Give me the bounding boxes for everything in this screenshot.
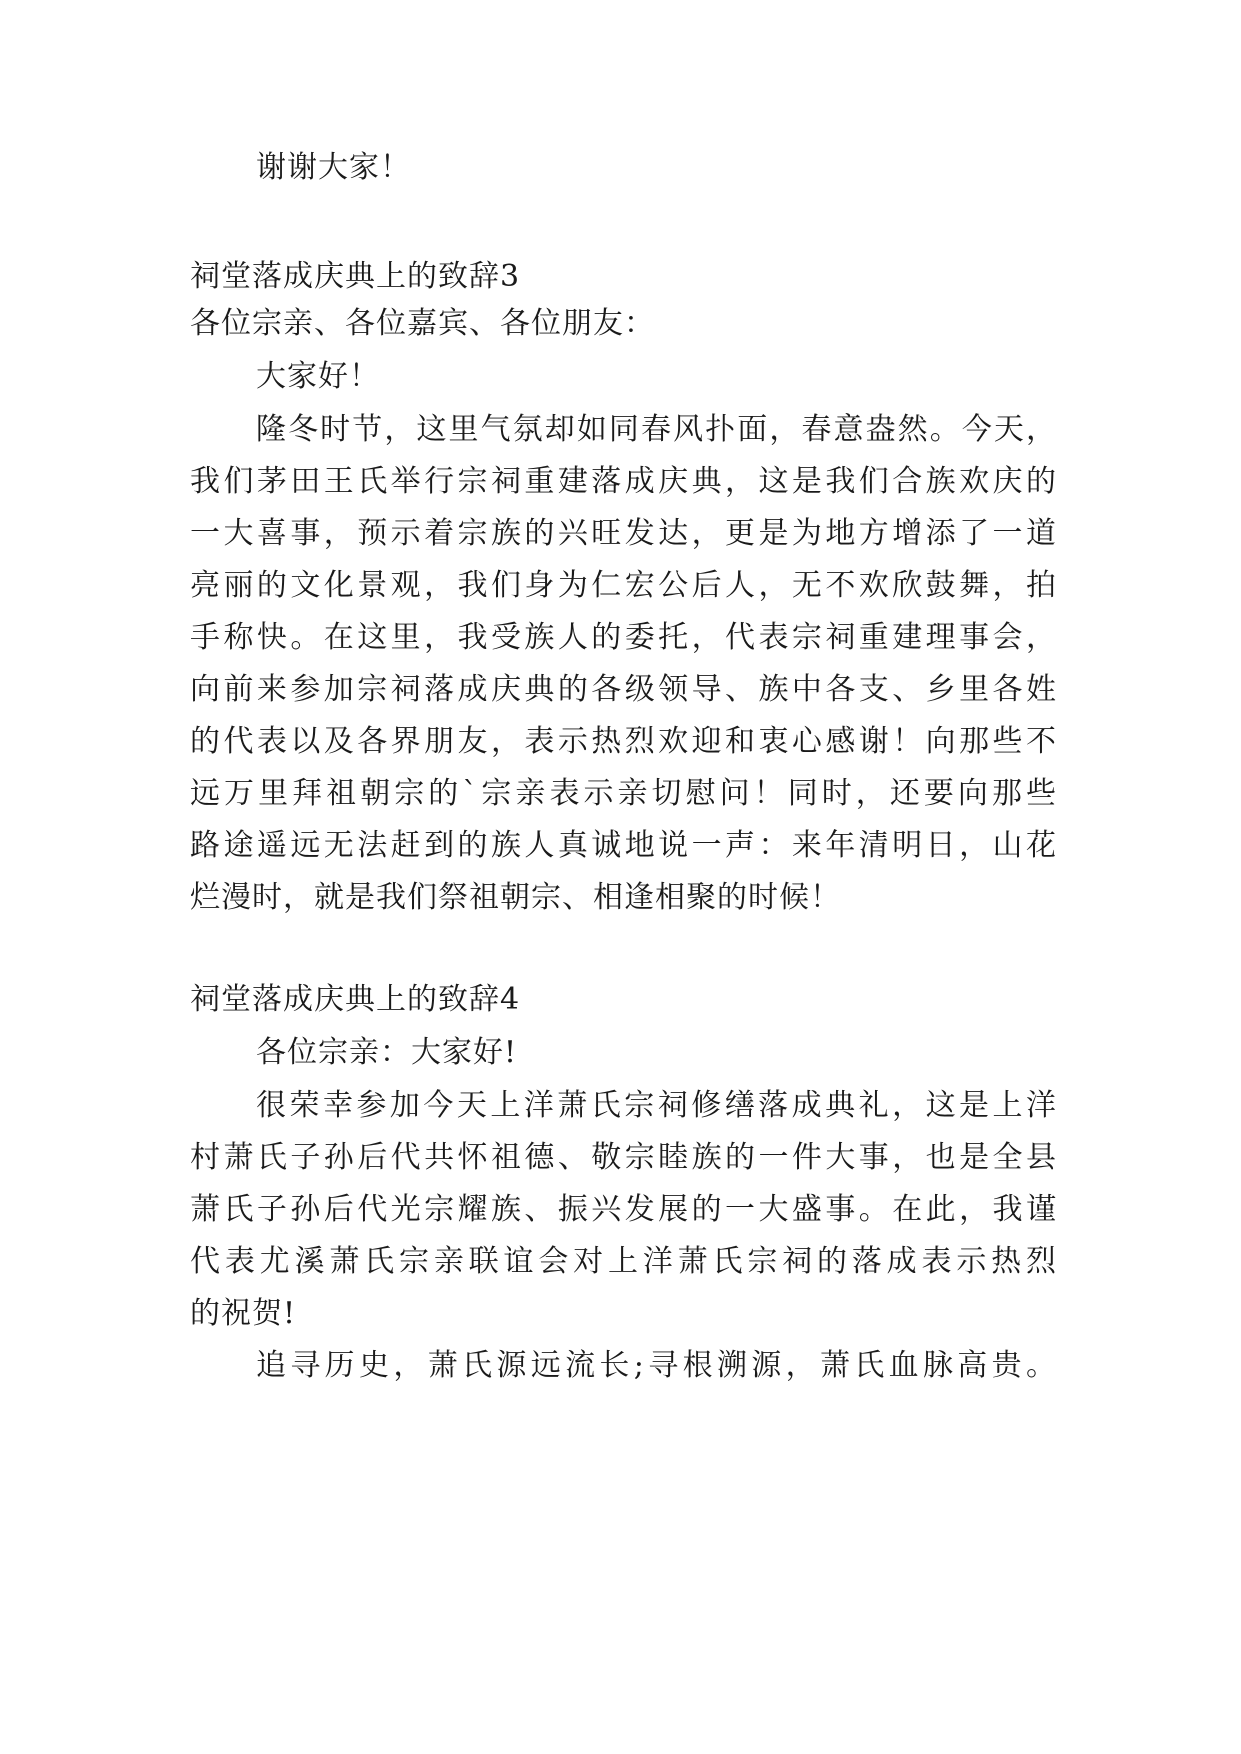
section3-paragraph-line: 我们茅田王氏举行宗祠重建落成庆典，这是我们合族欢庆的	[190, 464, 1056, 499]
section4-paragraph-line: 的祝贺!	[190, 1296, 297, 1331]
section4-greeting: 各位宗亲：大家好!	[256, 1035, 518, 1070]
section3-paragraph-line: 隆冬时节，这里气氛却如同春风扑面，春意盎然。今天，	[256, 412, 1056, 447]
section3-paragraph-line: 向前来参加宗祠落成庆典的各级领导、族中各支、乡里各姓	[190, 672, 1056, 707]
section3-paragraph-line: 一大喜事，预示着宗族的兴旺发达，更是为地方增添了一道	[190, 516, 1056, 551]
section4-paragraph-line: 村萧氏子孙后代共怀祖德、敬宗睦族的一件大事，也是全县	[190, 1140, 1056, 1175]
section3-paragraph-line: 路途遥远无法赶到的族人真诚地说一声：来年清明日，山花	[190, 828, 1056, 863]
section3-paragraph-line: 手称快。在这里，我受族人的委托，代表宗祠重建理事会，	[190, 620, 1056, 655]
section3-paragraph-line: 烂漫时，就是我们祭祖朝宗、相逢相聚的时候！	[190, 880, 841, 915]
section4-paragraph-line: 很荣幸参加今天上洋萧氏宗祠修缮落成典礼，这是上洋	[256, 1088, 1056, 1123]
section3-salutation: 各位宗亲、各位嘉宾、各位朋友：	[190, 306, 655, 341]
section3-paragraph-line: 的代表以及各界朋友，表示热烈欢迎和衷心感谢！向那些不	[190, 724, 1056, 759]
section4-paragraph-line: 代表尤溪萧氏宗亲联谊会对上洋萧氏宗祠的落成表示热烈	[190, 1244, 1056, 1279]
section3-greeting: 大家好！	[256, 359, 380, 394]
closing-text: 谢谢大家！	[256, 150, 411, 185]
section4-paragraph-line: 萧氏子孙后代光宗耀族、振兴发展的一大盛事。在此，我谨	[190, 1192, 1056, 1227]
section3-paragraph-line: 亮丽的文化景观，我们身为仁宏公后人，无不欢欣鼓舞，拍	[190, 568, 1056, 603]
section3-title: 祠堂落成庆典上的致辞3	[190, 259, 521, 294]
section4-title: 祠堂落成庆典上的致辞4	[190, 982, 521, 1017]
section4-paragraph-line: 追寻历史，萧氏源远流长;寻根溯源，萧氏血脉高贵。	[256, 1348, 1056, 1383]
section3-paragraph-line: 远万里拜祖朝宗的`宗亲表示亲切慰问！同时，还要向那些	[190, 776, 1056, 811]
